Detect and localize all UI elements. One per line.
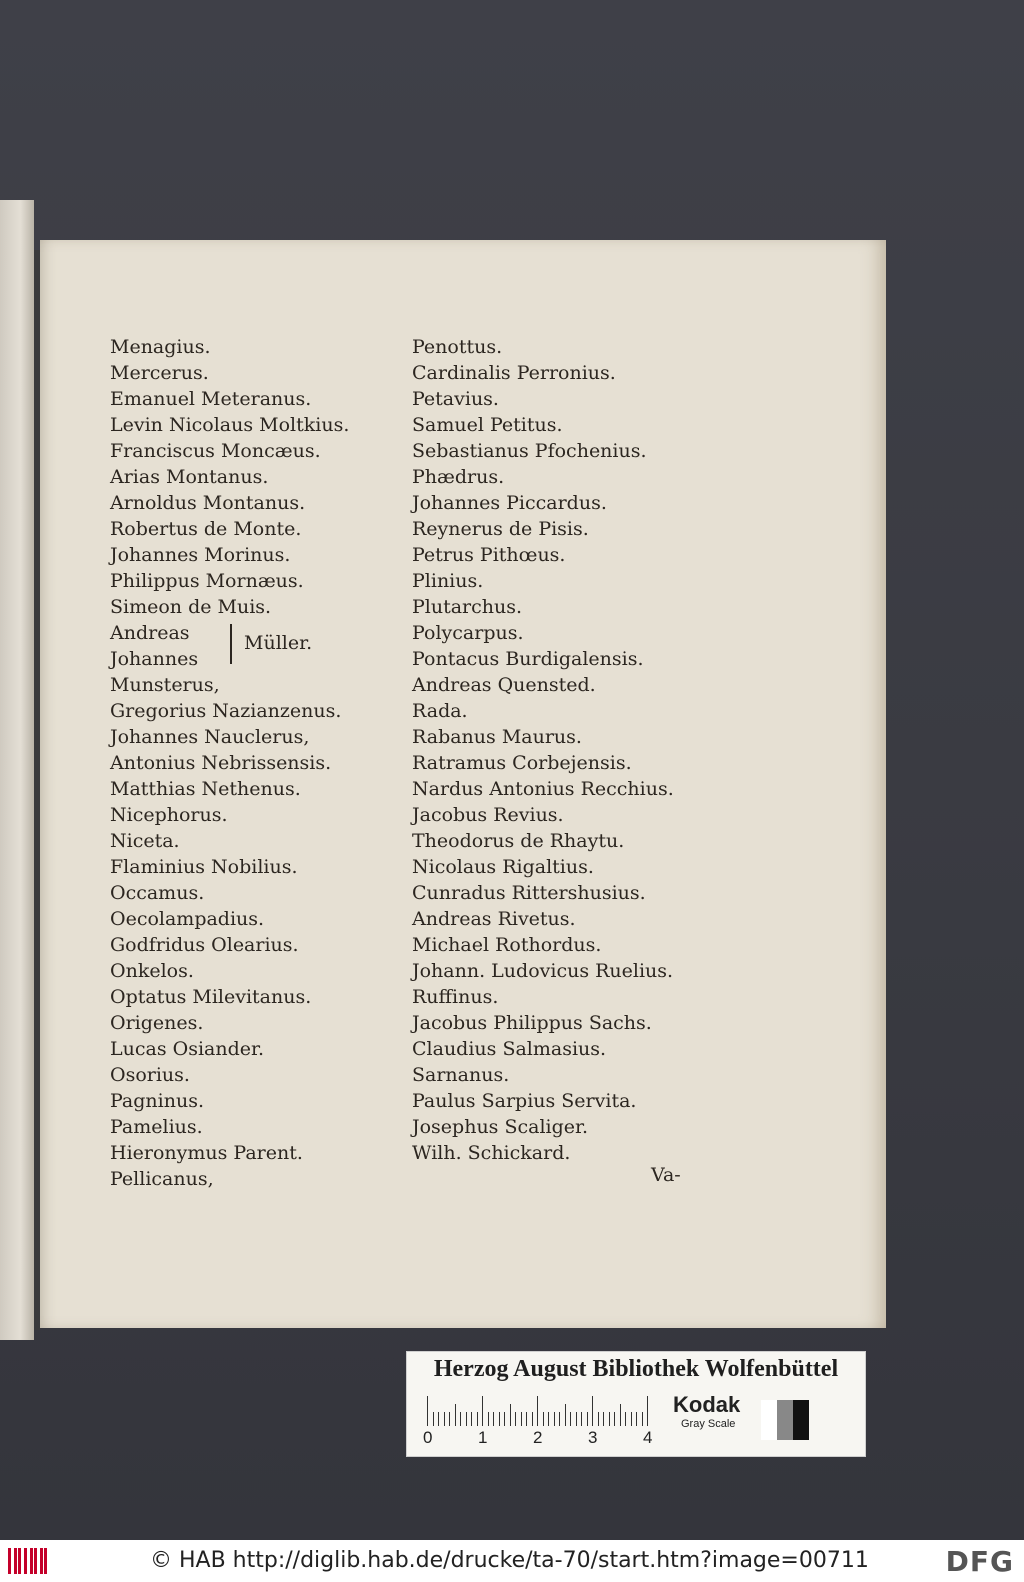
- name-entry: Optatus Milevitanus.: [110, 986, 312, 1008]
- copyright-credit[interactable]: © HAB http://diglib.hab.de/drucke/ta-70/start.htm?image=00711: [150, 1548, 869, 1573]
- ruler-tick: [471, 1412, 472, 1426]
- ruler-tick: [631, 1412, 632, 1426]
- ruler-tick: [466, 1412, 467, 1426]
- ruler-tick: [526, 1412, 527, 1426]
- ruler-number: 2: [533, 1428, 543, 1447]
- ruler-tick: [455, 1404, 456, 1426]
- ruler-tick: [543, 1412, 544, 1426]
- gray-swatch: [777, 1400, 793, 1440]
- ruler-tick: [609, 1412, 610, 1426]
- ruler-number: 1: [478, 1428, 488, 1447]
- ruler-tick: [521, 1412, 522, 1426]
- bracket-surname: Müller.: [244, 632, 313, 654]
- barcode-bar: [44, 1548, 47, 1574]
- gray-swatches: [761, 1400, 809, 1440]
- ruler-tick: [625, 1412, 626, 1426]
- bracket-given-name: Andreas: [110, 622, 190, 644]
- barcode-bar: [30, 1548, 33, 1574]
- bracket-group: [110, 620, 390, 672]
- name-entry: Levin Nicolaus Moltkius.: [110, 414, 350, 436]
- name-entry: Penottus.: [412, 336, 503, 358]
- name-entry: Menagius.: [110, 336, 211, 358]
- name-entry: Polycarpus.: [412, 622, 524, 644]
- ruler-tick: [592, 1396, 593, 1426]
- name-entry: Andreas Rivetus.: [412, 908, 576, 930]
- left-name-column: [110, 334, 390, 1192]
- ruler-tick: [449, 1412, 450, 1426]
- name-entry: Sebastianus Pfochenius.: [412, 440, 647, 462]
- ruler-tick: [477, 1412, 478, 1426]
- ruler-tick: [438, 1412, 439, 1426]
- name-entry: Reynerus de Pisis.: [412, 518, 589, 540]
- name-entry: Paulus Sarpius Servita.: [412, 1090, 637, 1112]
- name-entry: Pagninus.: [110, 1090, 204, 1112]
- ruler-tick: [620, 1404, 621, 1426]
- barcode-bar: [18, 1548, 21, 1574]
- ruler-tick: [642, 1412, 643, 1426]
- name-entry: Hieronymus Parent.: [110, 1142, 303, 1164]
- name-entry: Onkelos.: [110, 960, 194, 982]
- gray-swatch: [761, 1400, 777, 1440]
- name-entry: Sarnanus.: [412, 1064, 510, 1086]
- gray-scale-label: Gray Scale: [681, 1418, 736, 1430]
- ruler-tick: [427, 1396, 428, 1426]
- ruler-number: 4: [643, 1428, 653, 1447]
- name-entry: Andreas Quensted.: [412, 674, 596, 696]
- gray-swatch: [793, 1400, 809, 1440]
- ruler-tick: [493, 1412, 494, 1426]
- barcode-icon: [8, 1548, 48, 1574]
- ruler-tick: [647, 1396, 648, 1426]
- footer-bar: [0, 1540, 1024, 1582]
- name-entry: Ratramus Corbejensis.: [412, 752, 632, 774]
- name-entry: Pamelius.: [110, 1116, 203, 1138]
- name-entry: Flaminius Nobilius.: [110, 856, 298, 878]
- ruler-tick: [548, 1412, 549, 1426]
- name-entry: Niceta.: [110, 830, 180, 852]
- name-entry: Gregorius Nazianzenus.: [110, 700, 342, 722]
- ruler-tick: [433, 1412, 434, 1426]
- name-entry: Occamus.: [110, 882, 205, 904]
- kodak-logo: Kodak: [673, 1392, 741, 1417]
- name-entry: Nicephorus.: [110, 804, 228, 826]
- previous-page-edge: [0, 200, 34, 1340]
- name-entry: Samuel Petitus.: [412, 414, 563, 436]
- right-name-column: [412, 334, 712, 1166]
- name-entry: Cunradus Rittershusius.: [412, 882, 646, 904]
- name-entry: Lucas Osiander.: [110, 1038, 265, 1060]
- name-entry: Simeon de Muis.: [110, 596, 272, 618]
- ruler-numbers: [423, 1428, 667, 1450]
- ruler-number: 3: [588, 1428, 598, 1447]
- name-entry: Philippus Mornæus.: [110, 570, 304, 592]
- ruler-tick: [444, 1412, 445, 1426]
- catchword: Va-: [651, 1164, 681, 1186]
- name-entry: Arias Montanus.: [110, 466, 269, 488]
- name-entry: Rada.: [412, 700, 468, 722]
- name-entry: Theodorus de Rhaytu.: [412, 830, 625, 852]
- name-entry: Michael Rothordus.: [412, 934, 602, 956]
- name-entry: Ruffinus.: [412, 986, 499, 1008]
- name-entry: Rabanus Maurus.: [412, 726, 582, 748]
- ruler-tick: [488, 1412, 489, 1426]
- barcode-bar: [14, 1548, 17, 1574]
- name-entry: Nicolaus Rigaltius.: [412, 856, 594, 878]
- name-entry: Phædrus.: [412, 466, 505, 488]
- name-entry: Antonius Nebrissensis.: [110, 752, 332, 774]
- name-entry: Petavius.: [412, 388, 499, 410]
- scale-ruler: [427, 1396, 657, 1426]
- name-entry: Johannes Piccardus.: [412, 492, 607, 514]
- name-entry: Munsterus,: [110, 674, 220, 696]
- name-entry: Mercerus.: [110, 362, 209, 384]
- ruler-tick: [581, 1412, 582, 1426]
- name-entry: Jacobus Revius.: [412, 804, 564, 826]
- name-entry: Arnoldus Montanus.: [110, 492, 306, 514]
- barcode-bar: [8, 1548, 11, 1574]
- ruler-tick: [565, 1404, 566, 1426]
- ruler-tick: [614, 1412, 615, 1426]
- library-name: Herzog August Bibliothek Wolfenbüttel: [433, 1356, 839, 1382]
- ruler-tick: [482, 1396, 483, 1426]
- ruler-number: 0: [423, 1428, 433, 1447]
- name-entry: Wilh. Schickard.: [412, 1142, 571, 1164]
- ruler-tick: [515, 1412, 516, 1426]
- name-entry: Plinius.: [412, 570, 484, 592]
- ruler-tick: [537, 1396, 538, 1426]
- name-entry: Franciscus Moncæus.: [110, 440, 321, 462]
- ruler-tick: [636, 1412, 637, 1426]
- bracket-mark: [230, 624, 232, 664]
- ruler-tick: [559, 1412, 560, 1426]
- ruler-tick: [510, 1404, 511, 1426]
- name-entry: Matthias Nethenus.: [110, 778, 301, 800]
- name-entry: Nardus Antonius Recchius.: [412, 778, 674, 800]
- name-entry: Cardinalis Perronius.: [412, 362, 616, 384]
- ruler-tick: [504, 1412, 505, 1426]
- bracket-given-name: Johannes: [110, 648, 199, 670]
- library-scan-label: [406, 1351, 866, 1457]
- ruler-tick: [570, 1412, 571, 1426]
- ruler-tick: [499, 1412, 500, 1426]
- name-entry: Johannes Nauclerus,: [110, 726, 310, 748]
- name-entry: Johannes Morinus.: [110, 544, 291, 566]
- ruler-tick: [576, 1412, 577, 1426]
- name-entry: Oecolampadius.: [110, 908, 265, 930]
- name-entry: Robertus de Monte.: [110, 518, 302, 540]
- name-entry: Petrus Pithœus.: [412, 544, 566, 566]
- ruler-tick: [554, 1412, 555, 1426]
- name-entry: Johann. Ludovicus Ruelius.: [412, 960, 674, 982]
- ruler-tick: [603, 1412, 604, 1426]
- name-entry: Pellicanus,: [110, 1168, 214, 1190]
- name-entry: Emanuel Meteranus.: [110, 388, 312, 410]
- barcode-bar: [24, 1548, 27, 1574]
- ruler-tick: [460, 1412, 461, 1426]
- ruler-tick: [532, 1412, 533, 1426]
- name-entry: Osorius.: [110, 1064, 190, 1086]
- name-entry: Josephus Scaliger.: [412, 1116, 589, 1138]
- barcode-bar: [40, 1548, 43, 1574]
- name-entry: Origenes.: [110, 1012, 204, 1034]
- name-entry: Plutarchus.: [412, 596, 523, 618]
- dfg-logo: DFG: [945, 1545, 1014, 1578]
- name-entry: Jacobus Philippus Sachs.: [412, 1012, 652, 1034]
- name-entry: Claudius Salmasius.: [412, 1038, 607, 1060]
- ruler-tick: [587, 1412, 588, 1426]
- ruler-tick: [598, 1412, 599, 1426]
- name-entry: Pontacus Burdigalensis.: [412, 648, 644, 670]
- name-entry: Godfridus Olearius.: [110, 934, 299, 956]
- barcode-bar: [34, 1548, 37, 1574]
